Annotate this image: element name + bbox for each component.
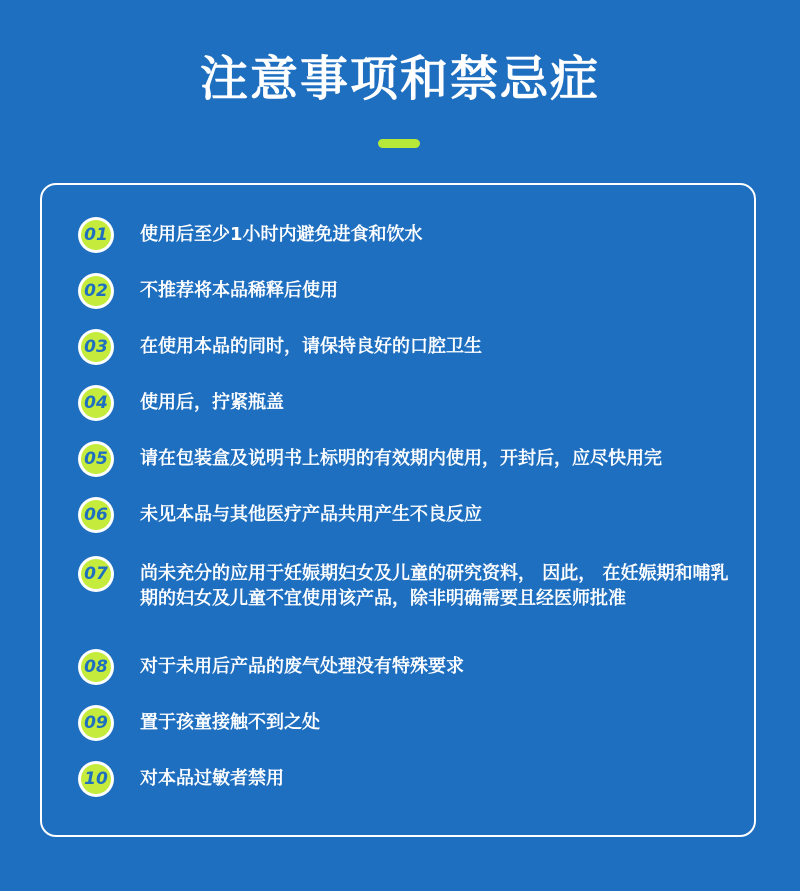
number-badge-label: 03 xyxy=(81,332,111,362)
number-badge-label: 02 xyxy=(81,276,111,306)
number-badge-label: 05 xyxy=(81,444,111,474)
list-item-text: 对于未用后产品的废气处理没有特殊要求 xyxy=(140,656,464,677)
list-item-text: 使用后至少1小时内避免进食和饮水 xyxy=(140,224,423,245)
number-badge-label: 06 xyxy=(81,500,111,530)
number-badge xyxy=(78,217,114,253)
title-accent-bar xyxy=(378,139,420,148)
number-badge xyxy=(78,329,114,365)
list-item-text: 对本品过敏者禁用 xyxy=(140,768,284,789)
number-badge xyxy=(78,385,114,421)
number-badge xyxy=(78,441,114,477)
number-badge xyxy=(78,761,114,797)
number-badge-label: 07 xyxy=(81,559,111,589)
number-badge xyxy=(78,273,114,309)
list-item-text: 在使用本品的同时，请保持良好的口腔卫生 xyxy=(140,336,482,357)
number-badge xyxy=(78,497,114,533)
list-item-text: 使用后，拧紧瓶盖 xyxy=(140,392,284,413)
number-badge-label: 09 xyxy=(81,708,111,738)
list-item-text: 不推荐将本品稀释后使用 xyxy=(140,280,338,301)
number-badge xyxy=(78,556,114,592)
number-badge-label: 08 xyxy=(81,652,111,682)
page-title: 注意事项和禁忌症 xyxy=(199,51,600,107)
list-item-text: 置于孩童接触不到之处 xyxy=(140,712,320,733)
number-badge-label: 04 xyxy=(81,388,111,418)
number-badge-label: 10 xyxy=(81,764,111,794)
number-badge-label: 01 xyxy=(81,220,111,250)
list-item-text: 未见本品与其他医疗产品共用产生不良反应 xyxy=(140,504,482,525)
number-badge xyxy=(78,649,114,685)
list-item-text: 尚未充分的应用于妊娠期妇女及儿童的研究资料， 因此， 在妊娠期和哺乳期的妇女及儿童不宜使用该产品，除非明确需要且经医师批准 xyxy=(140,563,729,609)
number-badge xyxy=(78,705,114,741)
list-item-text: 请在包装盒及说明书上标明的有效期内使用，开封后，应尽快用完 xyxy=(140,448,662,469)
